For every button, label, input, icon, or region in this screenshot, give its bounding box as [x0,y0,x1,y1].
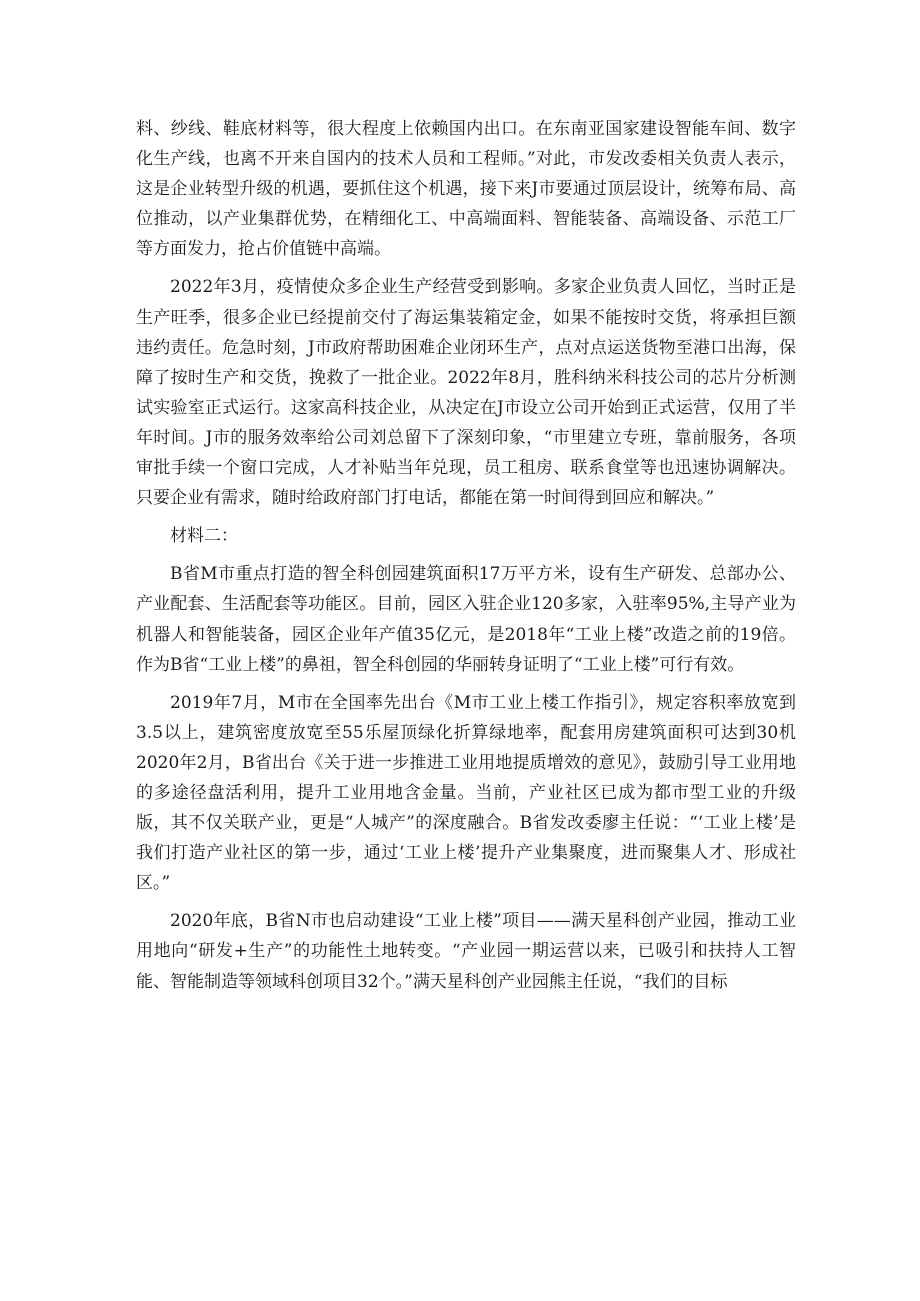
section-heading-material-two: 材料二： [170,526,238,547]
paragraph-zhiquan-park: B省M市重点打造的智全科创园建筑面积17万平方米，设有生产研发、总部办公、产业配套、生活配套等功能区。目前，园区入驻企业120多家，入驻率95%,主导产业为机器人和智能装备，园区企业年产值35亿元，是2018年“工业上楼”改造之前的19倍。作为B省“工业上楼”的鼻祖，智全科创园的华丽转身证明了“工业上楼”可行有效。 [136,564,796,675]
paragraph-2019-july: 2019年7月，M市在全国率先出台《M市工业上楼工作指引》，规定容积率放宽到3.5以上，建筑密度放宽至55乐屋顶绿化折算绿地率，配套用房建筑面积可达到30机2020年2月，B省出台《关于进一步推进工业用地提质增效的意见》，鼓励引导工业用地的多途径盘活利用，提升工业用地含金量。当前，产业社区已成为都市型工业的升级版，其不仅关联产业，更是“人城产”的深度融合。B省发改委廖主任说：“‘工业上楼’是我们打造产业社区的第一步，通过‘工业上楼’提升产业集聚度，进而聚集人才、形成社区。” [136,692,796,894]
paragraph-2020-end: 2020年底，B省N市也启动建设“工业上楼”项目——满天星科创产业园，推动工业用地向“研发+生产”的功能性土地转变。“产业园一期运营以来，已吸引和扶持人工智能、智能制造等领域科创项目32个。”满天星科创产业园熊主任说，“我们的目标 [136,911,796,992]
document-body [136,114,796,1005]
paragraph-continuation: 料、纱线、鞋底材料等，很大程度上依赖国内出口。在东南亚国家建设智能车间、数字化生产线，也离不开来自国内的技术人员和工程师。”对此，市发改委相关负责人表示，这是企业转型升级的机遇，要抓住这个机遇，接下来J市要通过顶层设计，统筹布局、高位推动，以产业集群优势，在精细化工、中高端面料、智能装备、高端设备、示范工厂等方面发力，抢占价值链中高端。 [136,119,796,260]
paragraph-2022-march: 2022年3月，疫情使众多企业生产经营受到影响。多家企业负责人回忆，当时正是生产旺季，很多企业已经提前交付了海运集装箱定金，如果不能按时交货，将承担巨额违约责任。危急时刻，J市政府帮助困难企业闭环生产，点对点运送货物至港口出海，保障了按时生产和交货，挽救了一批企业。2022年8月，胜科纳米科技公司的芯片分析测试实验室正式运行。这家高科技企业，从决定在J市设立公司开始到正式运营，仅用了半年时间。J市的服务效率给公司刘总留下了深刻印象，“市里建立专班，靠前服务，各项审批手续一个窗口完成，人才补贴当年兑现，员工租房、联系食堂等也迅速协调解决。只要企业有需求，随时给政府部门打电话，都能在第一时间得到回应和解决。” [136,277,796,509]
